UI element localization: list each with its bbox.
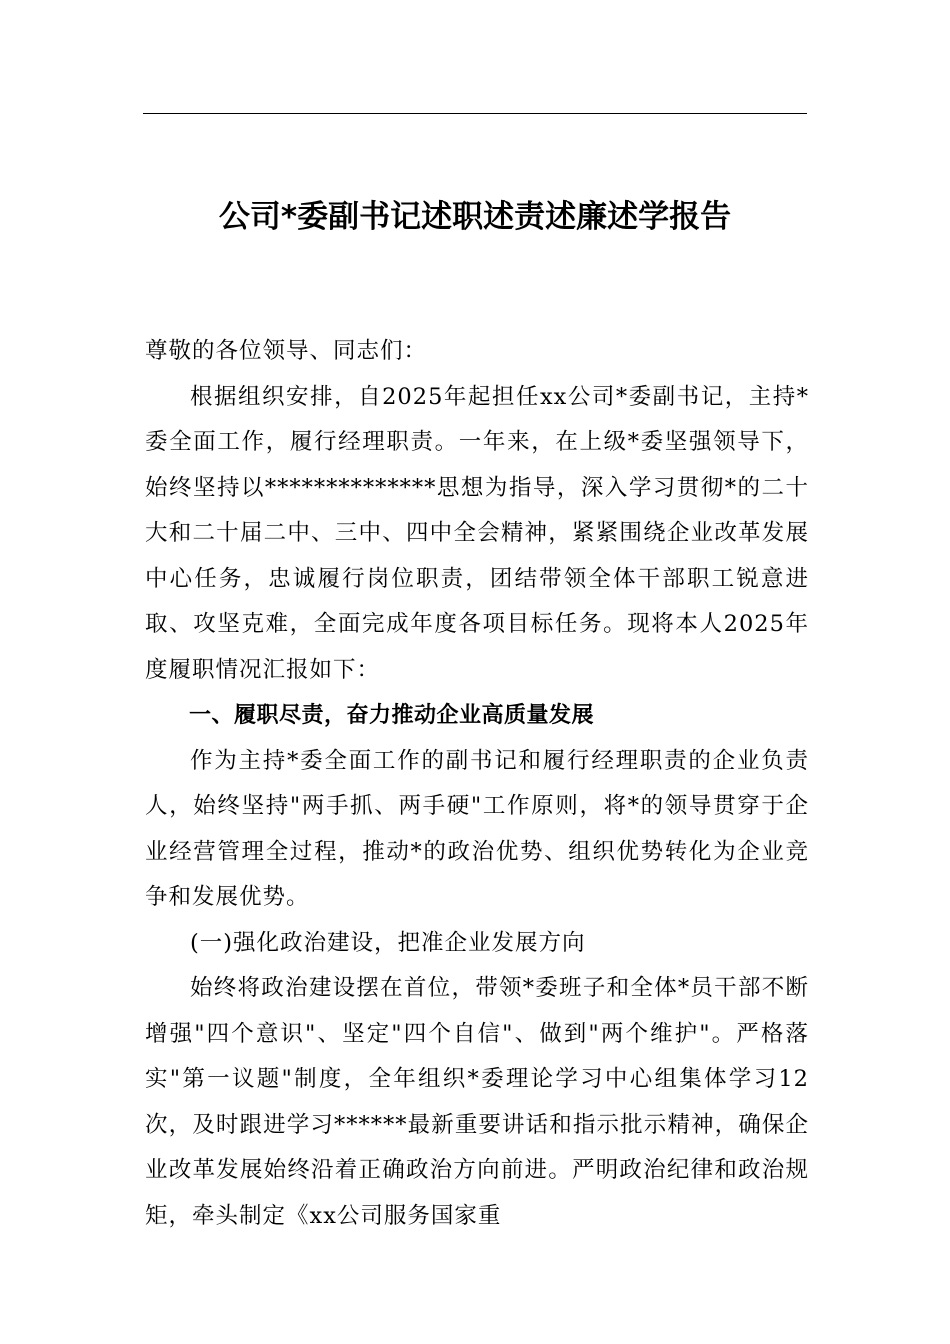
section-heading-1: 一、履职尽责，奋力推动企业高质量发展: [189, 703, 595, 728]
subsection-heading-1: (一)强化政治建设，把准企业发展方向: [190, 929, 586, 956]
header-rule: [143, 113, 807, 114]
document-body: [145, 329, 809, 1239]
salutation: 尊敬的各位领导、同志们：: [145, 338, 428, 364]
subsection-1-paragraph: 始终将政治建设摆在首位，带领*委班子和全体*员干部不断增强"四个意识"、坚定"四个自信"、做到"两个维护"。严格落实"第一议题"制度，全年组织*委理论学习中心组集体学习12次，及时跟进学习******最新重要讲话和指示批示精神，确保企业改革发展始终沿着正确政治方向前进。严明政治纪律和政治规矩，牵头制定《xx公司服务国家重: [145, 975, 809, 1229]
intro-paragraph: 根据组织安排，自2025年起担任xx公司*委副书记，主持*委全面工作，履行经理职责。一年来，在上级*委坚强领导下，始终坚持以**************思想为指导，深入学习贯彻*的二十大和二十届二中、三中、四中全会精神，紧紧围绕企业改革发展中心任务，忠诚履行岗位职责，团结带领全体干部职工锐意进取、攻坚克难，全面完成年度各项目标任务。现将本人2025年度履职情况汇报如下：: [145, 383, 809, 683]
document-title: 公司*委副书记述职述责述廉述学报告: [218, 199, 732, 235]
section-1-paragraph: 作为主持*委全面工作的副书记和履行经理职责的企业负责人，始终坚持"两手抓、两手硬"工作原则，将*的领导贯穿于企业经营管理全过程，推动*的政治优势、组织优势转化为企业竞争和发展优势。: [145, 747, 809, 910]
